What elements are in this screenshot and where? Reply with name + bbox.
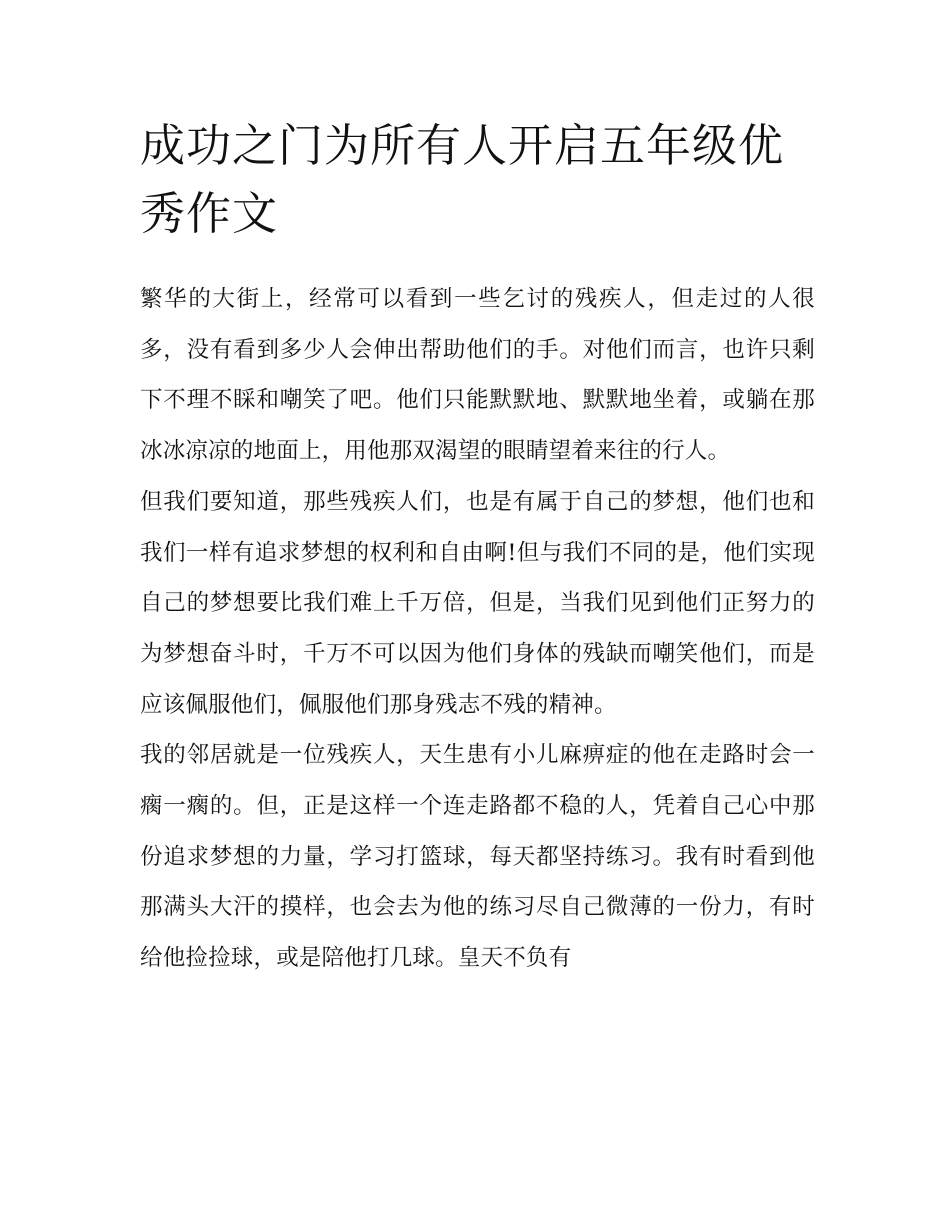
- document-title: 成功之门为所有人开启五年级优秀作文: [140, 119, 785, 240]
- document-content: [140, 112, 815, 984]
- paragraph-2: 但我们要知道，那些残疾人们，也是有属于自己的梦想，他们也和我们一样有追求梦想的权利和自由啊!但与我们不同的是，他们实现自己的梦想要比我们难上千万倍，但是，当我们见到他们正努力的为梦想奋斗时，千万不可以因为他们身体的残缺而嘲笑他们，而是应该佩服他们，佩服他们那身残志不残的精神。: [140, 488, 815, 718]
- paragraph-3: 我的邻居就是一位残疾人，天生患有小儿麻痹症的他在走路时会一瘸一瘸的。但，正是这样一个连走路都不稳的人，凭着自己心中那份追求梦想的力量，学习打篮球，每天都坚持练习。我有时看到他那满头大汗的摸样，也会去为他的练习尽自己微薄的一份力，有时给他捡捡球，或是陪他打几球。皇天不负有: [140, 742, 815, 972]
- paragraph-1: 繁华的大街上，经常可以看到一些乞讨的残疾人，但走过的人很多，没有看到多少人会伸出帮助他们的手。对他们而言，也许只剩下不理不睬和嘲笑了吧。他们只能默默地、默默地坐着，或躺在那冰冰凉凉的地面上，用他那双渴望的眼睛望着来往的行人。: [140, 286, 815, 465]
